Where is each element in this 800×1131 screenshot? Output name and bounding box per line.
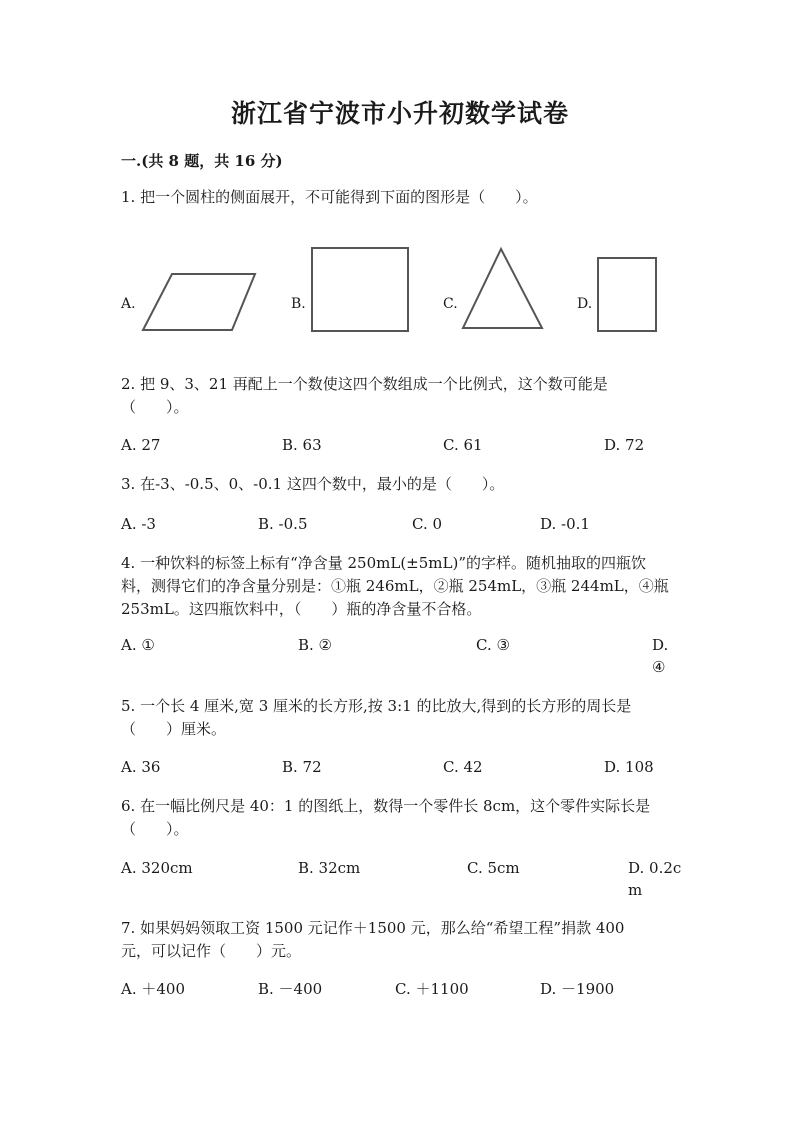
q2-option-b: B. 63 <box>282 436 322 454</box>
q7-option-d: D. －1900 <box>540 980 615 998</box>
page-title: 浙江省宁波市小升初数学试卷 <box>230 99 569 128</box>
q5-option-a: A. 36 <box>121 758 161 776</box>
q4-option-a: A. ① <box>121 636 155 654</box>
q3-option-c: C. 0 <box>412 515 443 533</box>
q5-option-c: C. 42 <box>443 758 483 776</box>
question-2-text: 2. 把 9、3、21 再配上一个数使这四个数组成一个比例式，这个数可能是 （ ）。 <box>121 375 608 416</box>
question-3-text: 3. 在-3、-0.5、0、-0.1 这四个数中，最小的是（ ）。 <box>121 475 505 493</box>
rectangle-icon <box>596 256 660 334</box>
q1-option-d-label: D. <box>577 296 593 312</box>
q6-option-c: C. 5cm <box>467 859 520 877</box>
q7-option-b: B. －400 <box>258 980 323 998</box>
q1-option-b-label: B. <box>291 296 306 312</box>
square-icon <box>310 246 412 334</box>
q3-option-a: A. -3 <box>121 515 156 533</box>
q3-option-b: B. -0.5 <box>258 515 308 533</box>
q7-option-a: A. ＋400 <box>121 980 185 998</box>
q5-option-b: B. 72 <box>282 758 322 776</box>
question-7-text: 7. 如果妈妈领取工资 1500 元记作＋1500 元，那么给“希望工程”捐款 400 元，可以记作（ ）元。 <box>121 919 625 960</box>
parallelogram-icon <box>140 272 260 334</box>
question-1-text: 1. 把一个圆柱的侧面展开，不可能得到下面的图形是（ ）。 <box>121 188 538 206</box>
triangle-icon <box>460 246 546 334</box>
q1-option-a-label: A. <box>121 296 136 312</box>
question-6-text: 6. 在一幅比例尺是 40：1 的图纸上，数得一个零件长 8cm，这个零件实际长是 （ ）。 <box>121 797 651 838</box>
q6-option-d-text: D. 0.2c m <box>628 859 682 899</box>
q3-option-d: D. -0.1 <box>540 515 590 533</box>
q6-option-b: B. 32cm <box>298 859 361 877</box>
q2-option-a: A. 27 <box>121 436 161 454</box>
q4-option-d <box>652 634 668 678</box>
q7-option-c: C. ＋1100 <box>395 980 469 998</box>
q6-option-a: A. 320cm <box>121 859 193 877</box>
q1-option-c-label: C. <box>443 296 458 312</box>
question-4-text: 4. 一种饮料的标签上标有“净含量 250mL(±5mL)”的字样。随机抽取的四瓶饮 料，测得它们的净含量分别是：①瓶 246mL，②瓶 254mL，③瓶 244mL，④瓶 253mL。这四瓶饮料中，（ ）瓶的净含量不合格。 <box>121 554 669 618</box>
q4-option-d-text: D. ④ <box>652 636 669 676</box>
section-heading: 一.(共 8 题，共 16 分) <box>121 152 283 170</box>
q2-option-d: D. 72 <box>604 436 645 454</box>
q5-option-d: D. 108 <box>604 758 654 776</box>
question-5-text: 5. 一个长 4 厘米,宽 3 厘米的长方形,按 3:1 的比放大,得到的长方形的周长是 （ ）厘米。 <box>121 697 632 738</box>
q2-option-c: C. 61 <box>443 436 483 454</box>
q4-option-c: C. ③ <box>476 636 510 654</box>
q4-option-b: B. ② <box>298 636 333 654</box>
